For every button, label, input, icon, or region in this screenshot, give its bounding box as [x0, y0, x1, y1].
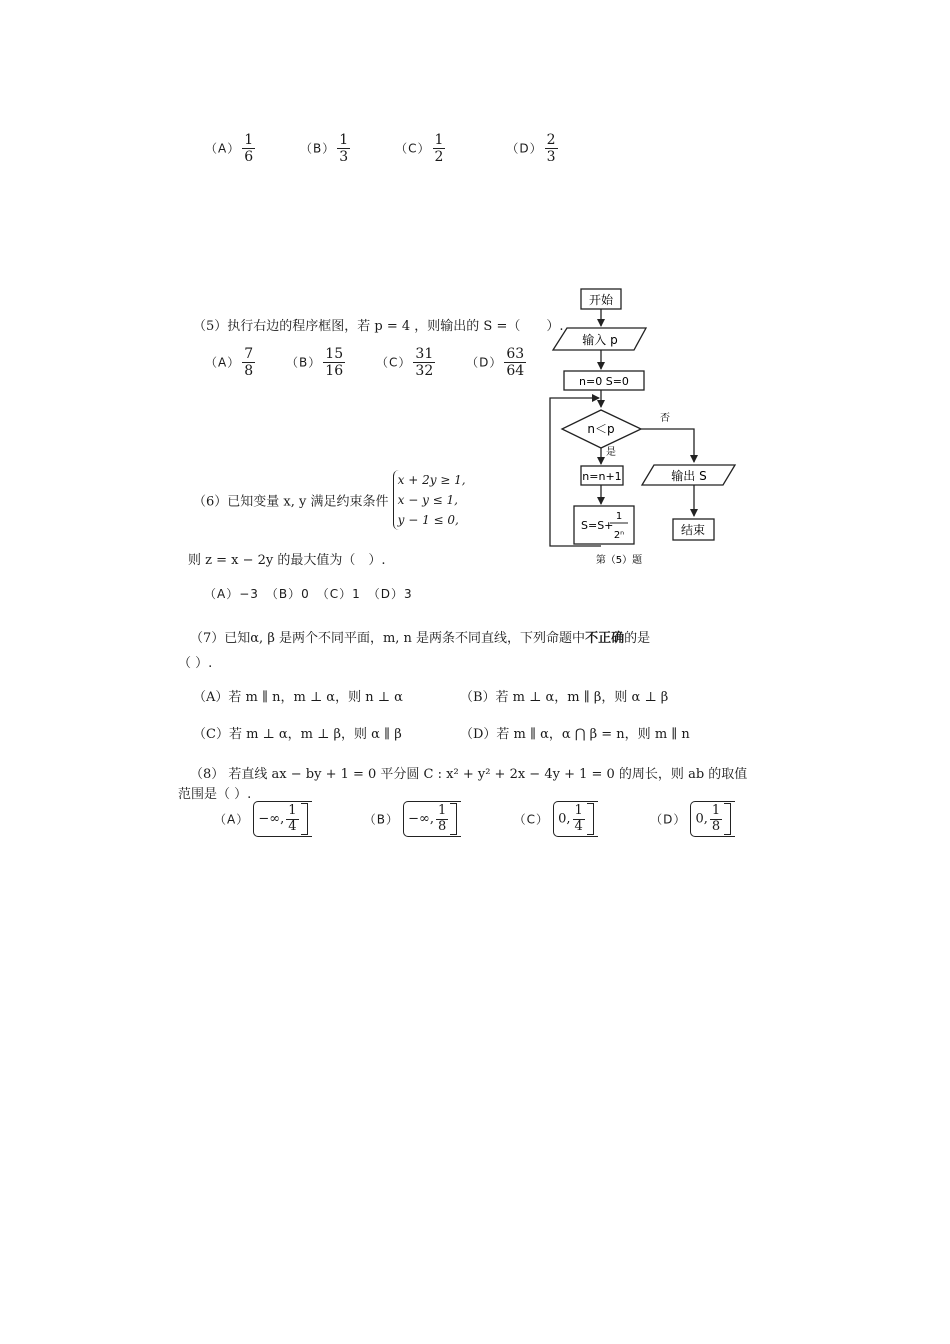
q7-stem-pre: （7）已知α, β 是两个不同平面，m, n 是两条不同直线，下列命题中 [190, 631, 586, 646]
q5-option-c-label: （C） [376, 355, 412, 370]
q7-option-d: （D）若 m ∥ α，α ⋂ β = n，则 m ∥ n [460, 727, 690, 742]
q4-option-b-label: （B） [300, 141, 336, 156]
q8-option-c-interval: 0, $\frac{1}{4}$ [553, 801, 598, 837]
q7-stem-post: 的是 [624, 631, 651, 646]
q4-option-c-label: （C） [395, 141, 431, 156]
q7-stem-emphasis: 不正确 [585, 631, 625, 646]
q5-option-c-fraction: $\frac{31}{32}$ [415, 346, 434, 380]
flow-end-text: 结束 [680, 523, 706, 537]
q7-option-a: （A）若 m ∥ n，m ⊥ α，则 n ⊥ α [193, 690, 403, 705]
q5-option-b-label: （B） [286, 355, 322, 370]
q6-constraint-1: x + 2y ≥ 1, [397, 473, 466, 487]
q4-option-b-fraction: $\frac{1}{3}$ [339, 132, 349, 166]
q8-stem-line2: 范围是（ ）. [178, 787, 252, 802]
flow-caption: 第（5）题 [595, 555, 643, 566]
flow-yes-label: 是 [606, 447, 616, 458]
q5-stem: （5）执行右边的程序框图，若 p = 4 ，则输出的 S =（ ）. [193, 319, 564, 334]
q8-option-d-interval: 0, $\frac{1}{8}$ [690, 801, 735, 837]
q6-constraint-2: x − y ≤ 1, [397, 493, 458, 507]
q8-option-d-label: （D） [650, 812, 687, 827]
flow-sum-den: 2ⁿ [613, 530, 625, 541]
q5-options [205, 346, 528, 379]
q8-stem-line1: （8） 若直线 ax − by + 1 = 0 平分圆 C : x² + y² + 2x − 4y + 1 = 0 的周长，则 ab 的取值 [190, 767, 748, 782]
q4-option-a-label: （A） [205, 141, 241, 156]
flow-sum-num: 1 [615, 511, 623, 522]
q8-option-a-interval: −∞, $\frac{1}{4}$ [253, 801, 311, 837]
flow-init-text: n=0 S=0 [579, 375, 629, 388]
q6-options: （A）−3 （B）0 （C）1 （D）3 [204, 587, 413, 601]
q4-option-d-label: （D） [506, 141, 543, 156]
flow-output-text: 输出 S [671, 469, 707, 483]
q7-stem-line2: （ ）. [178, 656, 213, 671]
q6-constraint-system [393, 470, 466, 530]
q8-options [214, 801, 735, 837]
q7-option-b: （B）若 m ⊥ α，m ∥ β，则 α ⊥ β [460, 690, 669, 705]
q5-option-b-fraction: $\frac{15}{16}$ [325, 346, 344, 380]
flow-sum-lhs: S=S+ [581, 519, 614, 532]
q6-stem-text: （6）已知变量 x, y 满足约束条件 [193, 494, 389, 510]
q5-option-a-fraction: $\frac{7}{8}$ [244, 346, 254, 380]
flow-incr-text: n=n+1 [582, 470, 622, 483]
flow-no-branch [641, 429, 694, 462]
q8-option-b-interval: −∞, $\frac{1}{8}$ [403, 801, 461, 837]
q4-option-d-fraction: $\frac{2}{3}$ [546, 132, 556, 166]
q8-option-b-label: （B） [363, 812, 400, 827]
q4-options [205, 132, 560, 165]
flowchart [540, 282, 750, 572]
q5-option-d-fraction: $\frac{63}{64}$ [506, 346, 525, 380]
q5-option-d-label: （D） [466, 355, 503, 370]
q6-stem [193, 470, 466, 530]
flow-condition-text: n＜p [587, 422, 615, 436]
flow-start-text: 开始 [588, 293, 614, 307]
q5-option-a-label: （A） [205, 355, 241, 370]
flow-no-label: 否 [660, 413, 670, 424]
q7-stem [190, 627, 650, 646]
q8-option-c-label: （C） [513, 812, 549, 827]
q6-ask: 则 z = x − 2y 的最大值为（ ）. [188, 553, 386, 568]
flow-input-text: 输入 p [582, 333, 618, 347]
q6-constraint-3: y − 1 ≤ 0, [397, 513, 459, 527]
q4-option-c-fraction: $\frac{1}{2}$ [434, 132, 444, 166]
q8-option-a-label: （A） [214, 812, 250, 827]
q4-option-a-fraction: $\frac{1}{6}$ [244, 132, 254, 166]
q7-option-c: （C）若 m ⊥ α，m ⊥ β，则 α ∥ β [193, 727, 402, 742]
